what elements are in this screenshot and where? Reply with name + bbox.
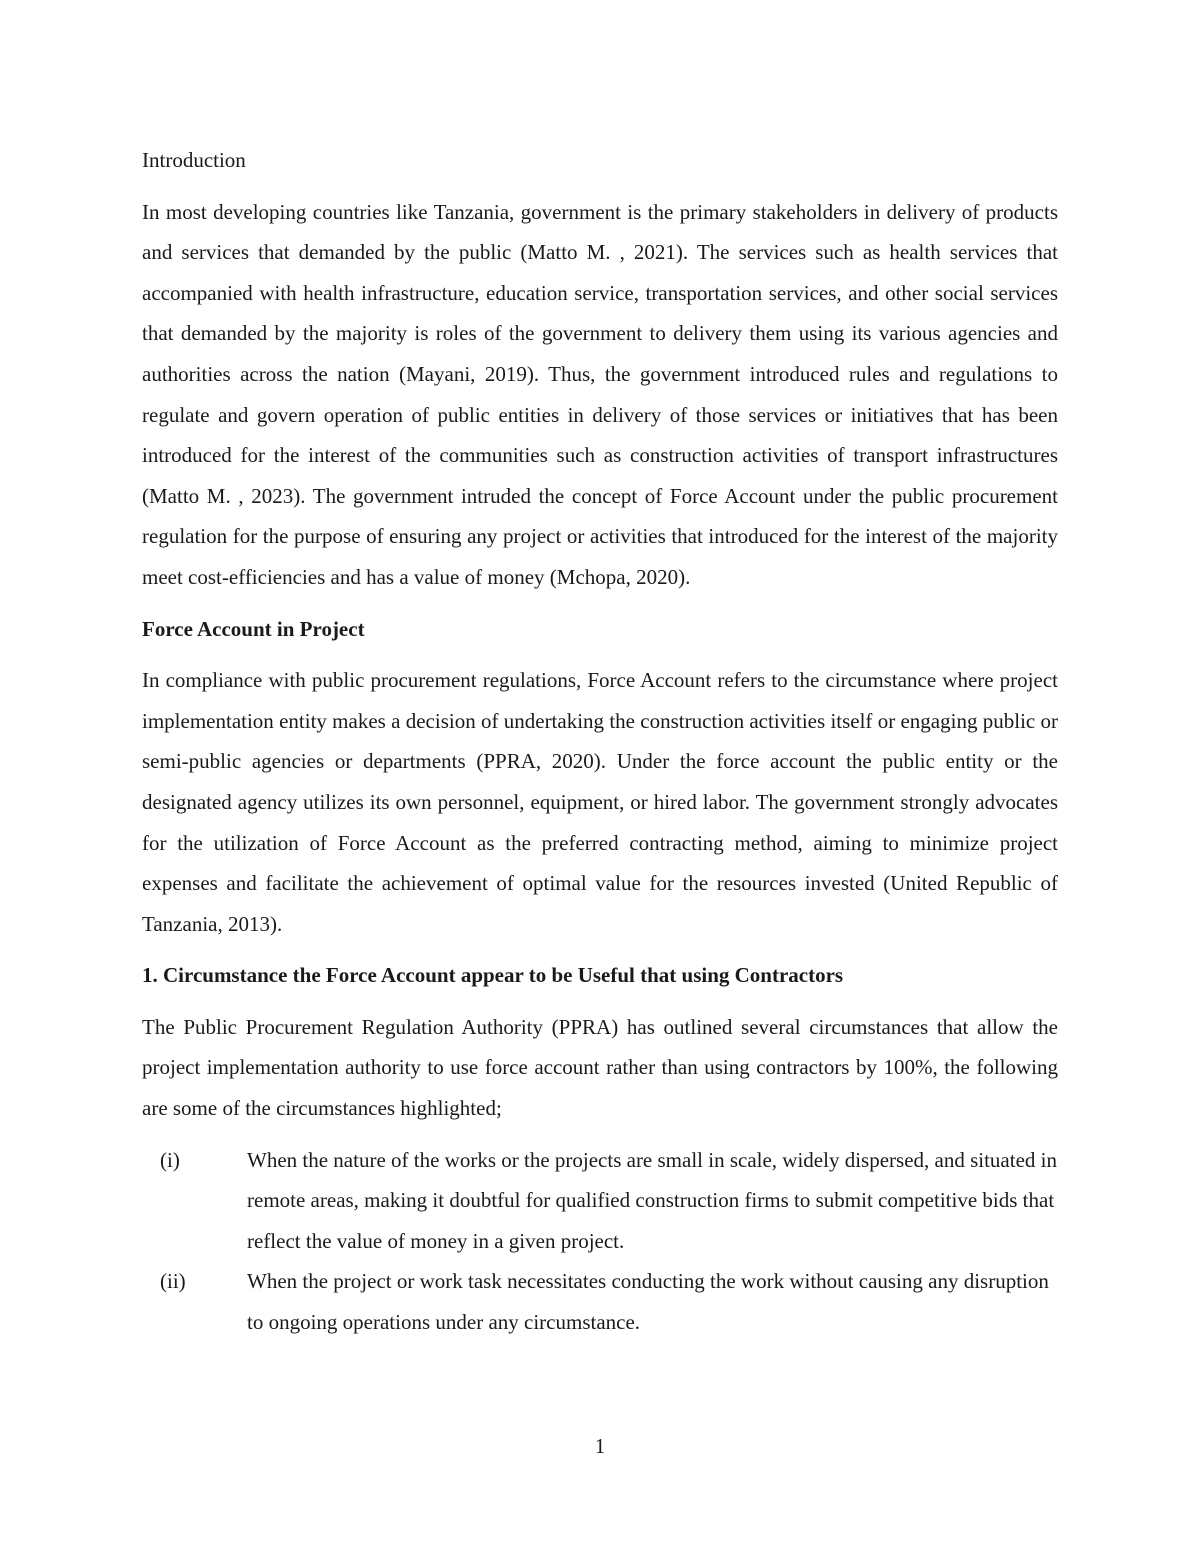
list-item-marker: (ii) [160, 1269, 186, 1294]
list-item-text: When the nature of the works or the projects are small in scale, widely dispersed, and situated in remote areas, making it doubtful for qualified construction firms to submit competitive bids that reflect the value of money in a given project. [247, 1147, 1057, 1253]
page-content [142, 140, 1058, 1343]
list-item-text: When the project or work task necessitates conducting the work without causing any disruption to ongoing operations under any circumstance. [247, 1269, 1049, 1335]
list-item-marker: (i) [160, 1147, 180, 1172]
circumstance-heading: 1. Circumstance the Force Account appear to be Useful that using Contractors [142, 963, 844, 988]
intro-paragraph: In most developing countries like Tanzania, government is the primary stakeholders in delivery of products and services that demanded by the public (Matto M. , 2021). The services such as health services that accompanied with health infrastructure, education service, transportation services, and other social services that demanded by the majority is roles of the government to delivery them using its various agencies and authorities across the nation (Mayani, 2019). Thus, the government introduced rules and regulations to regulate and govern operation of public entities in delivery of those services or initiatives that has been introduced for the interest of the communities such as construction activities of transport infrastructures (Matto M. , 2023). The government intruded the concept of Force Account under the public procurement regulation for the purpose of ensuring any project or activities that introduced for the interest of the majority meet cost-efficiencies and has a value of money (Mchopa, 2020). [142, 199, 1058, 589]
intro-label: Introduction [142, 148, 246, 172]
list-item [142, 1140, 1058, 1262]
circumstance-paragraph: The Public Procurement Regulation Authority (PPRA) has outlined several circumstances that allow the project implementation authority to use force account rather than using contractors by 100%, the following are some of the circumstances highlighted; [142, 1014, 1058, 1121]
circumstance-list [142, 1140, 1058, 1343]
list-item [142, 1261, 1058, 1342]
page-number: 1 [594, 1434, 606, 1458]
force-account-heading: Force Account in Project [142, 616, 365, 641]
force-account-paragraph: In compliance with public procurement regulations, Force Account refers to the circumstance where project implementation entity makes a decision of undertaking the construction activities itself or engaging public or semi-public agencies or departments (PPRA, 2020). Under the force account the public entity or the designated agency utilizes its own personnel, equipment, or hired labor. The government strongly advocates for the utilization of Force Account as the preferred contracting method, aiming to minimize project expenses and facilitate the achievement of optimal value for the resources invested (United Republic of Tanzania, 2013). [142, 668, 1058, 936]
